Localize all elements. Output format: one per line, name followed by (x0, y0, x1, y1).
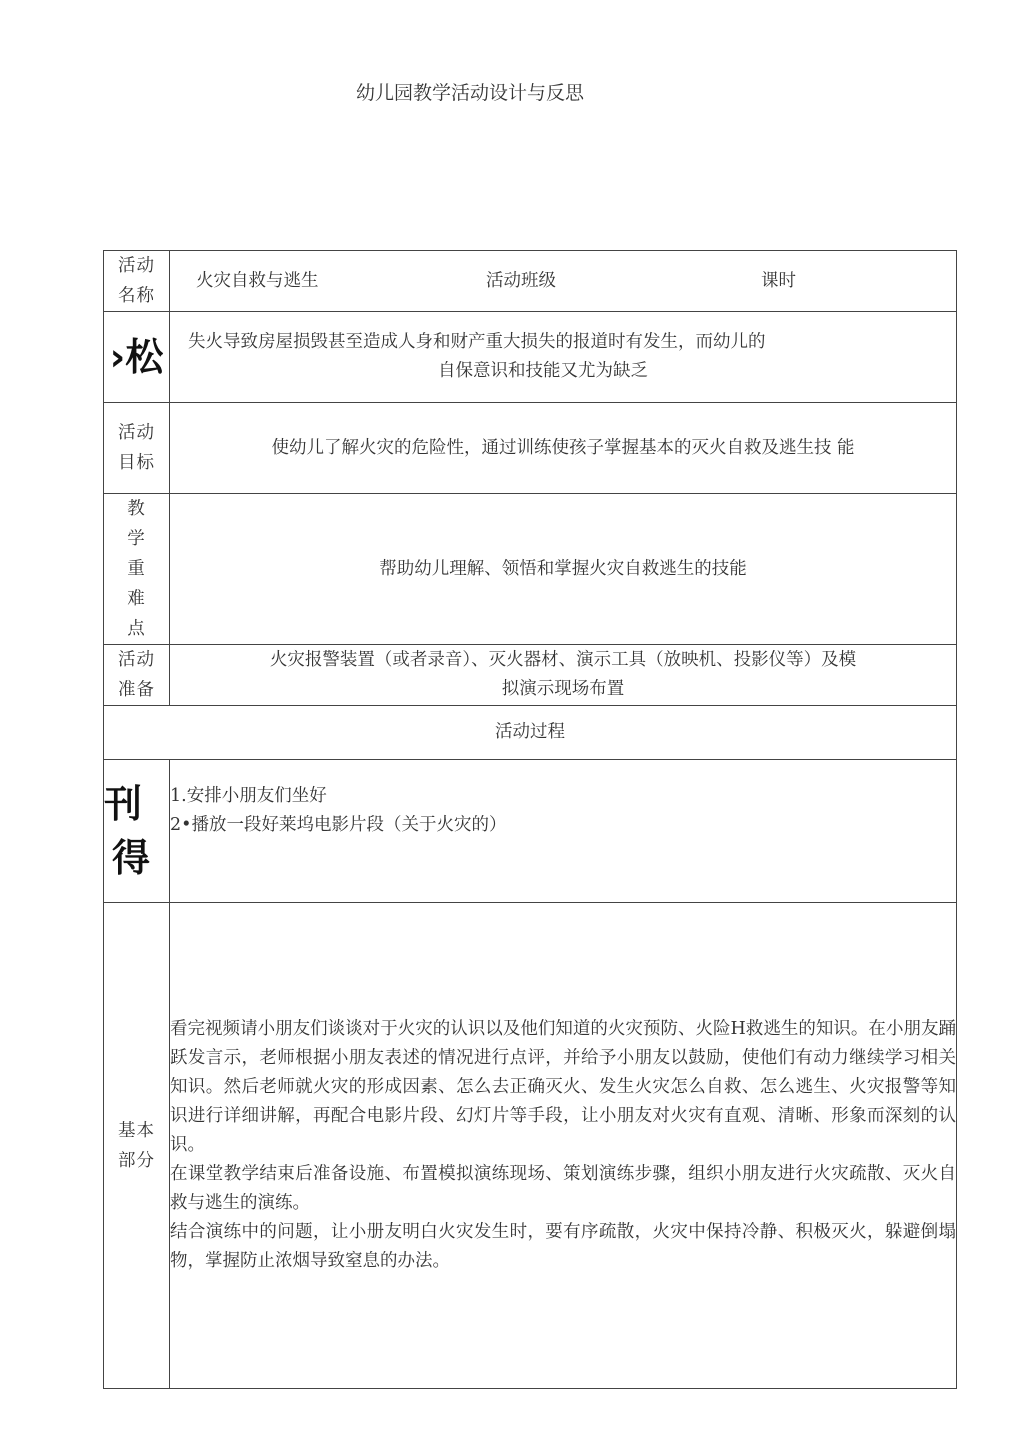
cell-activity-name (170, 251, 957, 312)
preparation-line-2: 拟演示现场布置 (501, 679, 625, 699)
row-key-points (104, 494, 957, 645)
label-preparation (104, 645, 170, 706)
cell-basic (170, 903, 957, 1389)
row-background (104, 312, 957, 403)
goal-value: 使幼儿了解火灾的危险性，通过训练使孩子掌握基本的灭火自救及逃生技 能 (170, 403, 957, 494)
label-key-points (104, 494, 170, 645)
label-basic (104, 903, 170, 1389)
intro-step-1: 1.安排小朋友们坐好 (170, 786, 327, 806)
process-header: 活动过程 (104, 706, 957, 760)
background-label-glyph: ›松 (109, 334, 164, 379)
label-goal-text: 活动目标 (118, 423, 155, 473)
row-basic (104, 903, 957, 1389)
label-preparation-text: 活动准备 (118, 650, 155, 700)
label-basic-text: 基本部分 (118, 1120, 155, 1171)
cell-preparation (170, 645, 957, 706)
label-background (104, 312, 170, 403)
intro-glyph-2: 得 (112, 836, 151, 880)
basic-paragraph-3: 结合演练中的问题，让小册友明白火灾发生时，要有序疏散，火灾中保持冷静、积极灭火，躲避倒塌物，掌握防止浓烟导致窒息的办法。 (170, 1222, 956, 1271)
activity-table (103, 250, 957, 1389)
basic-paragraph-1: 看完视频请小朋友们谈谈对于火灾的认识以及他们知道的火灾预防、火险H救逃生的知识。在小朋友踊跃发言示，老师根据小朋友表述的情况进行点评，并给予小朋友以鼓励，使他们有动力继续学习相关知识。然后老师就火灾的形成因素、怎么去正确灭火、发生火灾怎么自救、怎么逃生、火灾报警等知识进行详细讲解，再配合电影片段、幻灯片等手段，让小朋友对火灾有直观、清晰、形象而深刻的认识。 (170, 1019, 956, 1155)
label-intro (104, 760, 170, 903)
activity-name-value: 火灾自救与逃生 (196, 270, 319, 291)
cell-background (170, 312, 957, 403)
cell-intro (170, 760, 957, 903)
intro-glyph-1: 刊 (104, 782, 143, 826)
intro-step-2: 2•播放一段好莱坞电影片段（关于火灾的） (170, 815, 507, 835)
row-preparation (104, 645, 957, 706)
key-points-value: 帮助幼儿理解、领悟和掌握火灾自救逃生的技能 (170, 494, 957, 645)
label-activity-name (104, 251, 170, 312)
background-line-2: 自保意识和技能又尤为缺乏 (438, 361, 648, 381)
label-key-points-text: 教学重难点 (127, 499, 146, 639)
label-goal (104, 403, 170, 494)
row-intro (104, 760, 957, 903)
row-process-header (104, 706, 957, 760)
document-title: 幼儿园教学活动设计与反思 (355, 82, 584, 104)
preparation-line-1: 火灾报警装置（或者录音）、灭火器材、演示工具（放映机、投影仪等）及模 (269, 650, 857, 670)
label-activity-name-text: 活动名称 (118, 256, 155, 306)
activity-hours-label: 课时 (761, 270, 796, 291)
row-activity-name (104, 251, 957, 312)
activity-class-label: 活动班级 (486, 270, 556, 291)
background-line-1: 失火导致房屋损毁甚至造成人身和财产重大损失的报道时有发生，而幼儿的 (188, 332, 766, 352)
row-goal (104, 403, 957, 494)
basic-paragraph-2: 在课堂教学结束后准备设施、布置模拟演练现场、策划演练步骤，组织小朋友进行火灾疏散、灭火自救与逃生的演练。 (170, 1164, 956, 1213)
